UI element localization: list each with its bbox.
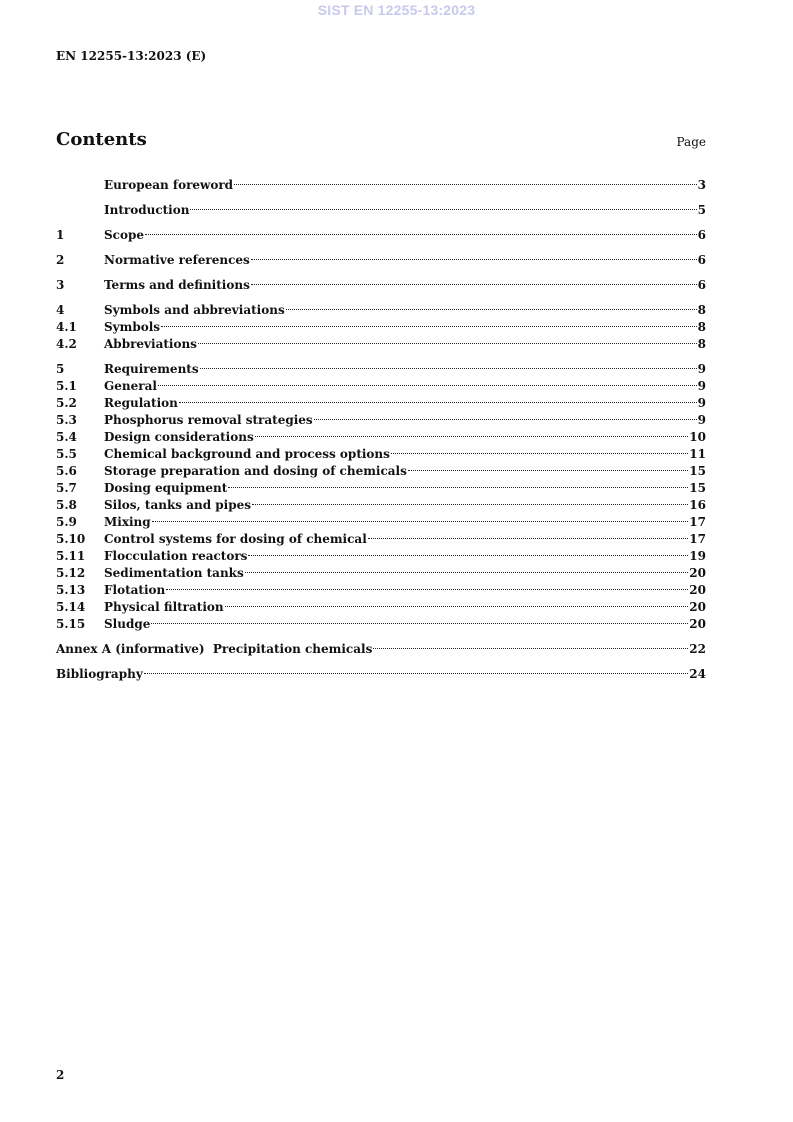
toc-number: 5.13 — [56, 583, 86, 597]
toc-page: 3 — [697, 178, 706, 192]
toc-number: 5.4 — [56, 430, 77, 444]
toc-entry-symbols-and-abbreviations[interactable] — [56, 297, 706, 317]
toc-number: 5.10 — [56, 532, 86, 546]
toc-entry-annex-a[interactable] — [56, 636, 706, 656]
toc-title: Requirements — [104, 362, 199, 376]
toc-number: 5.9 — [56, 515, 77, 529]
toc-title: Introduction — [104, 203, 190, 217]
toc-entry-terms-and-definitions[interactable] — [56, 272, 706, 292]
toc-title: Storage preparation and dosing of chemicals — [104, 464, 407, 478]
toc-title: Mixing — [104, 515, 151, 529]
toc-entry-sludge[interactable] — [56, 611, 706, 631]
toc-leader — [158, 373, 697, 390]
toc-page: 17 — [689, 532, 706, 546]
toc-leader — [255, 424, 689, 441]
toc-number: 4.2 — [56, 337, 77, 351]
toc-number: 5.7 — [56, 481, 77, 495]
toc-leader — [314, 407, 697, 424]
toc-number: 5 — [56, 362, 65, 376]
toc-leader — [198, 331, 697, 348]
toc-leader — [251, 247, 697, 264]
toc-leader — [368, 526, 689, 543]
toc-entry-introduction[interactable] — [56, 197, 706, 217]
toc-page: 22 — [689, 642, 706, 656]
toc-page: 11 — [689, 447, 706, 461]
toc-leader — [373, 636, 688, 653]
toc-page: 19 — [689, 549, 706, 563]
toc-title: Abbreviations — [104, 337, 197, 351]
toc-title: Terms and definitions — [104, 278, 250, 292]
toc-leader — [251, 272, 697, 289]
toc-title: Chemical background and process options — [104, 447, 390, 461]
toc-leader — [200, 356, 697, 373]
toc-page: 9 — [697, 362, 706, 376]
toc-leader — [151, 611, 688, 628]
toc-number: 5.15 — [56, 617, 86, 631]
toc-page: 8 — [697, 320, 706, 334]
toc-leader — [225, 594, 689, 611]
toc-leader — [144, 661, 689, 678]
toc-number: 1 — [56, 228, 65, 242]
toc-leader — [252, 492, 688, 509]
toc-number: 5.8 — [56, 498, 77, 512]
document-id: EN 12255-13:2023 (E) — [56, 49, 207, 63]
toc-leader — [166, 577, 688, 594]
toc-page: 8 — [697, 337, 706, 351]
toc-title: Annex A (informative) Precipitation chemicals — [56, 642, 373, 656]
toc-leader — [234, 172, 697, 189]
toc-title: Sedimentation tanks — [104, 566, 244, 580]
toc-entry-control-systems[interactable] — [56, 526, 706, 546]
toc-title: Physical filtration — [104, 600, 224, 614]
toc-leader — [152, 509, 689, 526]
toc-title: Flotation — [104, 583, 166, 597]
toc-number: 5.6 — [56, 464, 77, 478]
toc-entry-european-foreword[interactable] — [56, 172, 706, 192]
toc-title: Symbols — [104, 320, 161, 334]
toc-page: 16 — [689, 498, 706, 512]
toc-page: 20 — [689, 583, 706, 597]
page-column-label: Page — [676, 135, 706, 149]
toc-entry-scope[interactable] — [56, 222, 706, 242]
toc-number: 2 — [56, 253, 65, 267]
page-number: 2 — [56, 1068, 65, 1082]
toc-title: Silos, tanks and pipes — [104, 498, 251, 512]
toc-leader — [286, 297, 697, 314]
toc-leader — [161, 314, 697, 331]
toc-number: 5.3 — [56, 413, 77, 427]
toc-page: 6 — [697, 278, 706, 292]
toc-page: 15 — [689, 464, 706, 478]
toc-page: 6 — [697, 253, 706, 267]
toc-entry-normative-references[interactable] — [56, 247, 706, 267]
toc-page: 10 — [689, 430, 706, 444]
toc-title: Flocculation reactors — [104, 549, 248, 563]
toc-title: Phosphorus removal strategies — [104, 413, 313, 427]
toc-leader — [145, 222, 697, 239]
toc-entry-bibliography[interactable] — [56, 661, 706, 681]
toc-number: 3 — [56, 278, 65, 292]
toc-leader — [408, 458, 688, 475]
toc-title: Regulation — [104, 396, 178, 410]
toc-page: 20 — [689, 617, 706, 631]
toc-title: Control systems for dosing of chemical — [104, 532, 367, 546]
toc-page: 8 — [697, 303, 706, 317]
toc-page: 9 — [697, 379, 706, 393]
toc-number: 5.1 — [56, 379, 77, 393]
toc-number: 5.2 — [56, 396, 77, 410]
toc-title: European foreword — [104, 178, 234, 192]
toc-page: 20 — [689, 600, 706, 614]
watermark: SIST EN 12255-13:2023 — [317, 2, 476, 18]
toc-entry-requirements[interactable] — [56, 356, 706, 376]
toc-leader — [245, 560, 689, 577]
toc-leader — [391, 441, 688, 458]
toc-page: 15 — [689, 481, 706, 495]
toc-title: Dosing equipment — [104, 481, 228, 495]
toc-leader — [190, 197, 696, 214]
toc-page: 5 — [697, 203, 706, 217]
toc-page: 9 — [697, 413, 706, 427]
toc-title: General — [104, 379, 157, 393]
toc-title: Sludge — [104, 617, 151, 631]
toc-number: 4 — [56, 303, 65, 317]
toc-title: Symbols and abbreviations — [104, 303, 285, 317]
toc-page: 6 — [697, 228, 706, 242]
toc-number: 4.1 — [56, 320, 77, 334]
contents-title: Contents — [56, 129, 147, 150]
toc-number: 5.12 — [56, 566, 86, 580]
toc-number: 5.14 — [56, 600, 86, 614]
toc-page: 24 — [689, 667, 706, 681]
toc-page: 9 — [697, 396, 706, 410]
toc-title: Normative references — [104, 253, 250, 267]
toc-number: 5.11 — [56, 549, 86, 563]
toc-title: Scope — [104, 228, 145, 242]
toc-title: Bibliography — [56, 667, 143, 681]
toc-entry-mixing[interactable] — [56, 509, 706, 529]
table-of-contents — [56, 172, 706, 681]
toc-number: 5.5 — [56, 447, 77, 461]
toc-leader — [228, 475, 688, 492]
toc-page: 20 — [689, 566, 706, 580]
toc-leader — [179, 390, 697, 407]
toc-title: Design considerations — [104, 430, 254, 444]
toc-page: 17 — [689, 515, 706, 529]
toc-leader — [248, 543, 688, 560]
